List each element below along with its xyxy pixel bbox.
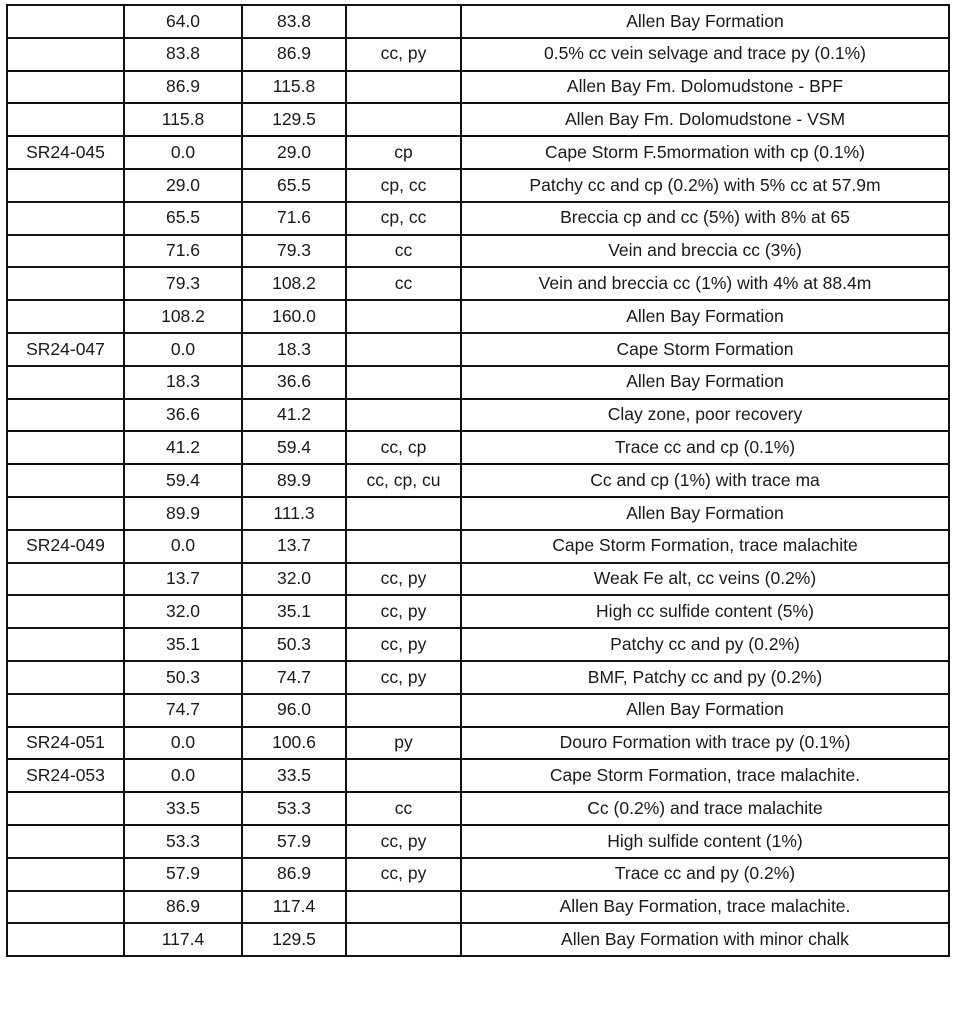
to-depth-cell: 96.0 xyxy=(242,694,346,727)
from-depth-cell: 36.6 xyxy=(124,399,242,432)
table-row xyxy=(7,169,949,202)
table-row xyxy=(7,202,949,235)
from-depth-cell: 86.9 xyxy=(124,891,242,924)
hole-id-cell xyxy=(7,38,124,71)
description-cell: Cc and cp (1%) with trace ma xyxy=(461,464,949,497)
minerals-cell: cc, py xyxy=(346,858,461,891)
hole-id-cell xyxy=(7,825,124,858)
table-row xyxy=(7,333,949,366)
hole-id-cell xyxy=(7,267,124,300)
hole-id-cell xyxy=(7,595,124,628)
to-depth-cell: 35.1 xyxy=(242,595,346,628)
table-row xyxy=(7,38,949,71)
description-cell: Allen Bay Formation, trace malachite. xyxy=(461,891,949,924)
from-depth-cell: 64.0 xyxy=(124,5,242,38)
table-row xyxy=(7,5,949,38)
to-depth-cell: 65.5 xyxy=(242,169,346,202)
hole-id-cell: SR24-049 xyxy=(7,530,124,563)
hole-id-cell xyxy=(7,694,124,727)
table-row xyxy=(7,825,949,858)
description-cell: Trace cc and cp (0.1%) xyxy=(461,431,949,464)
hole-id-cell xyxy=(7,5,124,38)
hole-id-cell xyxy=(7,858,124,891)
to-depth-cell: 13.7 xyxy=(242,530,346,563)
from-depth-cell: 115.8 xyxy=(124,103,242,136)
from-depth-cell: 0.0 xyxy=(124,727,242,760)
description-cell: Patchy cc and cp (0.2%) with 5% cc at 57.9m xyxy=(461,169,949,202)
description-cell: BMF, Patchy cc and py (0.2%) xyxy=(461,661,949,694)
from-depth-cell: 59.4 xyxy=(124,464,242,497)
to-depth-cell: 86.9 xyxy=(242,858,346,891)
minerals-cell: cc xyxy=(346,792,461,825)
to-depth-cell: 71.6 xyxy=(242,202,346,235)
table-row xyxy=(7,366,949,399)
to-depth-cell: 59.4 xyxy=(242,431,346,464)
table-row xyxy=(7,267,949,300)
from-depth-cell: 29.0 xyxy=(124,169,242,202)
to-depth-cell: 108.2 xyxy=(242,267,346,300)
from-depth-cell: 32.0 xyxy=(124,595,242,628)
from-depth-cell: 86.9 xyxy=(124,71,242,104)
to-depth-cell: 18.3 xyxy=(242,333,346,366)
table-row xyxy=(7,858,949,891)
hole-id-cell: SR24-051 xyxy=(7,727,124,760)
minerals-cell: cc, py xyxy=(346,595,461,628)
hole-id-cell xyxy=(7,300,124,333)
table-row xyxy=(7,136,949,169)
table-row xyxy=(7,759,949,792)
table-row xyxy=(7,727,949,760)
minerals-cell xyxy=(346,399,461,432)
hole-id-cell xyxy=(7,399,124,432)
table-row xyxy=(7,103,949,136)
hole-id-cell xyxy=(7,464,124,497)
from-depth-cell: 0.0 xyxy=(124,333,242,366)
to-depth-cell: 36.6 xyxy=(242,366,346,399)
to-depth-cell: 33.5 xyxy=(242,759,346,792)
to-depth-cell: 100.6 xyxy=(242,727,346,760)
table-row xyxy=(7,399,949,432)
minerals-cell xyxy=(346,333,461,366)
description-cell: Allen Bay Formation xyxy=(461,5,949,38)
to-depth-cell: 129.5 xyxy=(242,103,346,136)
from-depth-cell: 0.0 xyxy=(124,530,242,563)
hole-id-cell xyxy=(7,103,124,136)
to-depth-cell: 53.3 xyxy=(242,792,346,825)
minerals-cell xyxy=(346,497,461,530)
hole-id-cell xyxy=(7,169,124,202)
table-row xyxy=(7,300,949,333)
table-row xyxy=(7,497,949,530)
minerals-cell xyxy=(346,71,461,104)
from-depth-cell: 41.2 xyxy=(124,431,242,464)
to-depth-cell: 129.5 xyxy=(242,923,346,956)
from-depth-cell: 117.4 xyxy=(124,923,242,956)
to-depth-cell: 83.8 xyxy=(242,5,346,38)
hole-id-cell xyxy=(7,628,124,661)
hole-id-cell xyxy=(7,891,124,924)
minerals-cell xyxy=(346,530,461,563)
minerals-cell: cp xyxy=(346,136,461,169)
minerals-cell xyxy=(346,5,461,38)
to-depth-cell: 89.9 xyxy=(242,464,346,497)
hole-id-cell xyxy=(7,366,124,399)
minerals-cell: cc, py xyxy=(346,628,461,661)
from-depth-cell: 50.3 xyxy=(124,661,242,694)
hole-id-cell xyxy=(7,661,124,694)
hole-id-cell xyxy=(7,235,124,268)
description-cell: Weak Fe alt, cc veins (0.2%) xyxy=(461,563,949,596)
from-depth-cell: 108.2 xyxy=(124,300,242,333)
hole-id-cell: SR24-047 xyxy=(7,333,124,366)
from-depth-cell: 53.3 xyxy=(124,825,242,858)
description-cell: Cape Storm F.5mormation with cp (0.1%) xyxy=(461,136,949,169)
to-depth-cell: 41.2 xyxy=(242,399,346,432)
from-depth-cell: 89.9 xyxy=(124,497,242,530)
minerals-cell: cc, cp xyxy=(346,431,461,464)
description-cell: High sulfide content (1%) xyxy=(461,825,949,858)
hole-id-cell: SR24-053 xyxy=(7,759,124,792)
minerals-cell: cc, py xyxy=(346,825,461,858)
description-cell: Allen Bay Formation xyxy=(461,497,949,530)
to-depth-cell: 32.0 xyxy=(242,563,346,596)
minerals-cell xyxy=(346,923,461,956)
from-depth-cell: 18.3 xyxy=(124,366,242,399)
table-row xyxy=(7,923,949,956)
hole-id-cell xyxy=(7,202,124,235)
from-depth-cell: 0.0 xyxy=(124,759,242,792)
minerals-cell: cp, cc xyxy=(346,169,461,202)
table-row xyxy=(7,464,949,497)
from-depth-cell: 71.6 xyxy=(124,235,242,268)
description-cell: Allen Bay Formation xyxy=(461,366,949,399)
minerals-cell xyxy=(346,759,461,792)
hole-id-cell xyxy=(7,923,124,956)
minerals-cell: cc, py xyxy=(346,661,461,694)
description-cell: Clay zone, poor recovery xyxy=(461,399,949,432)
description-cell: Cape Storm Formation xyxy=(461,333,949,366)
to-depth-cell: 74.7 xyxy=(242,661,346,694)
to-depth-cell: 160.0 xyxy=(242,300,346,333)
hole-id-cell xyxy=(7,792,124,825)
description-cell: Allen Bay Fm. Dolomudstone - VSM xyxy=(461,103,949,136)
description-cell: Allen Bay Formation xyxy=(461,694,949,727)
minerals-cell xyxy=(346,891,461,924)
description-cell: Vein and breccia cc (3%) xyxy=(461,235,949,268)
to-depth-cell: 79.3 xyxy=(242,235,346,268)
description-cell: High cc sulfide content (5%) xyxy=(461,595,949,628)
minerals-cell xyxy=(346,366,461,399)
from-depth-cell: 65.5 xyxy=(124,202,242,235)
table-row xyxy=(7,628,949,661)
description-cell: 0.5% cc vein selvage and trace py (0.1%) xyxy=(461,38,949,71)
description-cell: Allen Bay Formation xyxy=(461,300,949,333)
description-cell: Cc (0.2%) and trace malachite xyxy=(461,792,949,825)
minerals-cell: cp, cc xyxy=(346,202,461,235)
minerals-cell xyxy=(346,694,461,727)
minerals-cell: cc, cp, cu xyxy=(346,464,461,497)
description-cell: Douro Formation with trace py (0.1%) xyxy=(461,727,949,760)
hole-id-cell xyxy=(7,497,124,530)
to-depth-cell: 50.3 xyxy=(242,628,346,661)
minerals-cell: cc xyxy=(346,267,461,300)
table-body xyxy=(7,5,949,956)
from-depth-cell: 13.7 xyxy=(124,563,242,596)
to-depth-cell: 29.0 xyxy=(242,136,346,169)
description-cell: Allen Bay Formation with minor chalk xyxy=(461,923,949,956)
description-cell: Vein and breccia cc (1%) with 4% at 88.4m xyxy=(461,267,949,300)
table-row xyxy=(7,595,949,628)
from-depth-cell: 35.1 xyxy=(124,628,242,661)
minerals-cell: cc, py xyxy=(346,38,461,71)
description-cell: Breccia cp and cc (5%) with 8% at 65 xyxy=(461,202,949,235)
description-cell: Trace cc and py (0.2%) xyxy=(461,858,949,891)
table-row xyxy=(7,235,949,268)
minerals-cell xyxy=(346,300,461,333)
minerals-cell: py xyxy=(346,727,461,760)
table-row xyxy=(7,530,949,563)
table-row xyxy=(7,71,949,104)
from-depth-cell: 33.5 xyxy=(124,792,242,825)
from-depth-cell: 79.3 xyxy=(124,267,242,300)
table-row xyxy=(7,563,949,596)
from-depth-cell: 74.7 xyxy=(124,694,242,727)
from-depth-cell: 83.8 xyxy=(124,38,242,71)
table-row xyxy=(7,891,949,924)
description-cell: Patchy cc and py (0.2%) xyxy=(461,628,949,661)
minerals-cell xyxy=(346,103,461,136)
hole-id-cell: SR24-045 xyxy=(7,136,124,169)
minerals-cell: cc, py xyxy=(346,563,461,596)
hole-id-cell xyxy=(7,71,124,104)
drill-log-table xyxy=(6,4,950,957)
to-depth-cell: 115.8 xyxy=(242,71,346,104)
from-depth-cell: 57.9 xyxy=(124,858,242,891)
table-row xyxy=(7,694,949,727)
to-depth-cell: 86.9 xyxy=(242,38,346,71)
to-depth-cell: 111.3 xyxy=(242,497,346,530)
table-row xyxy=(7,661,949,694)
from-depth-cell: 0.0 xyxy=(124,136,242,169)
description-cell: Cape Storm Formation, trace malachite xyxy=(461,530,949,563)
to-depth-cell: 117.4 xyxy=(242,891,346,924)
minerals-cell: cc xyxy=(346,235,461,268)
description-cell: Cape Storm Formation, trace malachite. xyxy=(461,759,949,792)
table-row xyxy=(7,792,949,825)
hole-id-cell xyxy=(7,563,124,596)
to-depth-cell: 57.9 xyxy=(242,825,346,858)
hole-id-cell xyxy=(7,431,124,464)
table-row xyxy=(7,431,949,464)
description-cell: Allen Bay Fm. Dolomudstone - BPF xyxy=(461,71,949,104)
